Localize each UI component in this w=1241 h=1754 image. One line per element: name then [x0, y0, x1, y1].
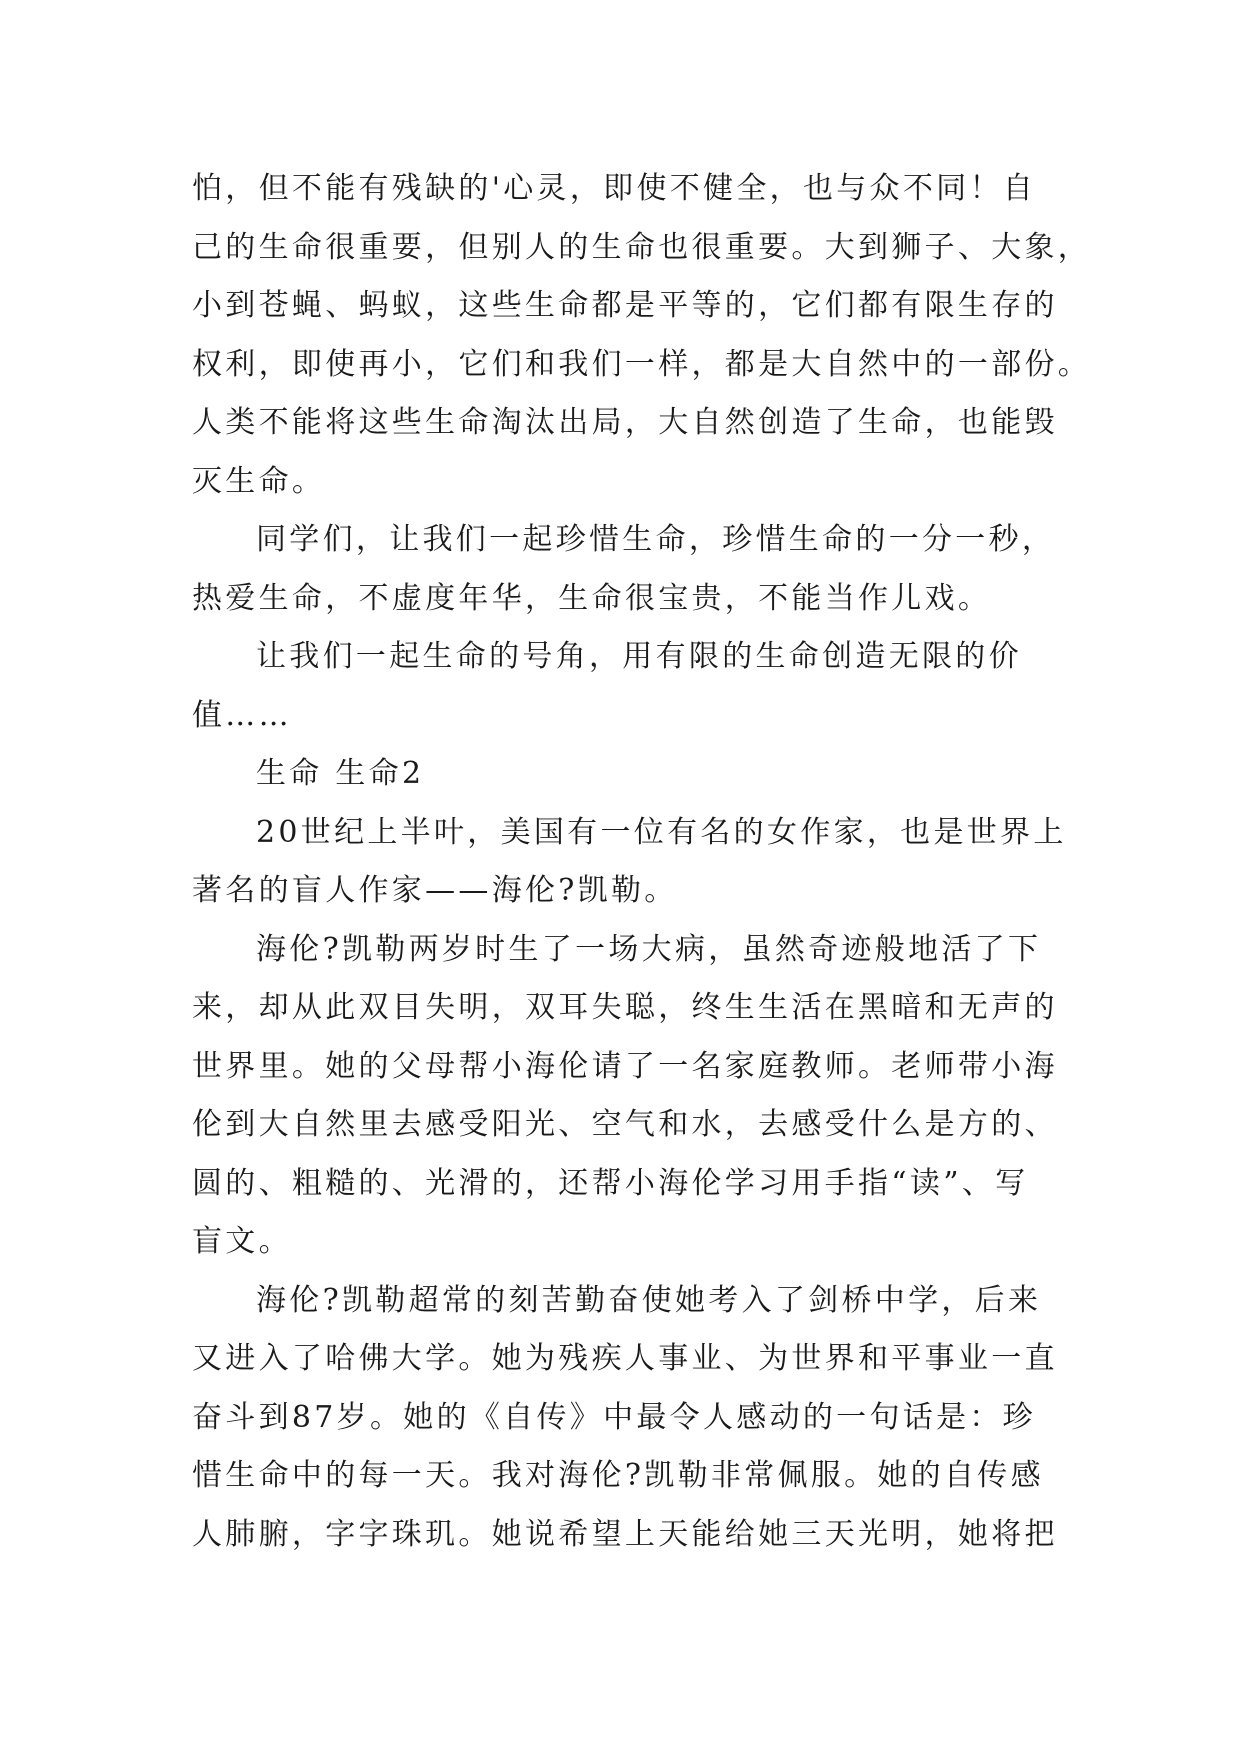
text-line: 圆的、粗糙的、光滑的，还帮小海伦学习用手指“读”、写 — [192, 1165, 1029, 1201]
text-line: 灭生命。 — [192, 463, 326, 499]
text-line: 权利，即使再小，它们和我们一样，都是大自然中的一部份。 — [192, 346, 1092, 382]
text-line: 又进入了哈佛大学。她为残疾人事业、为世界和平事业一直 — [192, 1341, 1058, 1376]
text-line: 世界里。她的父母帮小海伦请了一名家庭教师。老师带小海 — [192, 1048, 1058, 1084]
text-line: 人类不能将这些生命淘汰出局，大自然创造了生命，也能毁 — [192, 405, 1058, 440]
text-line: 著名的盲人作家——海伦?凯勒。 — [192, 873, 678, 908]
text-line: 热爱生命，不虚度年华，生命很宝贵，不能当作儿戏。 — [192, 580, 992, 616]
text-line: 怕，但不能有残缺的'心灵，即使不健全，也与众不同！自 — [192, 171, 1037, 206]
text-line: 伦到大自然里去感受阳光、空气和水，去感受什么是方的、 — [192, 1107, 1058, 1142]
text-line: 己的生命很重要，但别人的生命也很重要。大到狮子、大象， — [192, 229, 1092, 265]
text-line: 奋斗到87岁。她的《自传》中最令人感动的一句话是：珍 — [192, 1399, 1036, 1435]
text-line: 同学们，让我们一起珍惜生命，珍惜生命的一分一秒， — [256, 522, 1056, 557]
text-line: 人肺腑，字字珠玑。她说希望上天能给她三天光明，她将把 — [192, 1516, 1058, 1552]
text-line: 让我们一起生命的号角，用有限的生命创造无限的价 — [256, 639, 1022, 674]
text-line: 20世纪上半叶，美国有一位有名的女作家，也是世界上 — [256, 814, 1067, 850]
text-line: 小到苍蝇、蚂蚁，这些生命都是平等的，它们都有限生存的 — [192, 288, 1058, 323]
text-line: 生命 生命2 — [256, 756, 425, 791]
text-line: 值…… — [192, 697, 292, 733]
text-line: 盲文。 — [192, 1224, 292, 1259]
text-line: 海伦?凯勒两岁时生了一场大病，虽然奇迹般地活了下 — [256, 931, 1042, 967]
text-line: 来，却从此双目失明，双耳失聪，终生生活在黑暗和无声的 — [192, 990, 1058, 1025]
document-body — [192, 160, 1092, 1564]
text-line: 惜生命中的每一天。我对海伦?凯勒非常佩服。她的自传感 — [192, 1458, 1044, 1493]
text-line: 海伦?凯勒超常的刻苦勤奋使她考入了剑桥中学，后来 — [256, 1282, 1042, 1318]
